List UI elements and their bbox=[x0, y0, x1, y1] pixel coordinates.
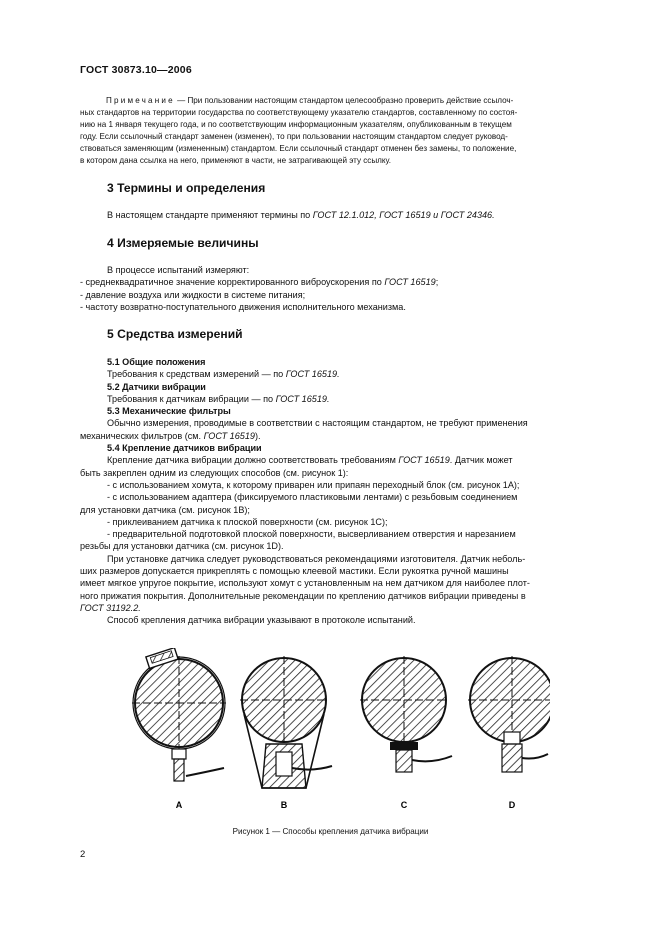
list-item: - приклеиванием датчика к плоской поверхности (см. рисунок 1С); bbox=[107, 516, 388, 527]
section-3-refs: ГОСТ 12.1.012, ГОСТ 16519 и ГОСТ 24346. bbox=[312, 210, 495, 220]
figure-label-d: D bbox=[508, 800, 516, 810]
note-line: ных стандартов на территории государства по соответствующему указателю стандартов, составленному по состоя- bbox=[80, 107, 518, 117]
sensor-mount-b bbox=[240, 656, 332, 788]
list-item: - частоту возвратно-поступательного движения исполнительного механизма. bbox=[80, 301, 406, 312]
section-4-body bbox=[80, 264, 613, 313]
figure-label-b: B bbox=[280, 800, 288, 810]
section-4-title: 4 Измеряемые величины bbox=[107, 236, 259, 250]
note-label: Примечание bbox=[106, 96, 175, 105]
subsection-5-1-title: 5.1 Общие положения bbox=[107, 357, 206, 367]
subsection-5-2-title: 5.2 Датчики вибрации bbox=[107, 381, 206, 392]
figure-1-illustration bbox=[120, 648, 550, 818]
section-3-text: В настоящем стандарте применяют термины по bbox=[107, 210, 311, 220]
document-header: ГОСТ 30873.10—2006 bbox=[80, 64, 192, 76]
section-5-title: 5 Средства измерений bbox=[107, 327, 243, 341]
figure-label-a: A bbox=[175, 800, 183, 810]
sensor-mount-a bbox=[132, 648, 226, 781]
section-3-title: 3 Термины и определения bbox=[107, 181, 266, 195]
list-item: - с использованием адаптера (фиксируемого пластиковыми лентами) с резьбовым соединением bbox=[107, 492, 518, 503]
note-line: году. Если ссылочный стандарт заменен (изменен), то при пользовании настоящим стандартом следует руковод- bbox=[80, 131, 508, 141]
subsection-5-4-title: 5.4 Крепление датчиков вибрации bbox=[107, 443, 262, 454]
sensor-mount-c bbox=[360, 656, 452, 772]
subsection-5-3-title: 5.3 Механические фильтры bbox=[107, 406, 231, 417]
note-block bbox=[80, 95, 613, 166]
sensor-mount-d bbox=[468, 656, 550, 772]
section-3-body bbox=[80, 209, 613, 221]
list-item: - давление воздуха или жидкости в системе питания; bbox=[80, 289, 306, 300]
list-item: - предварительной подготовкой плоской поверхности, высверливанием отверстия и нарезанием bbox=[107, 529, 516, 540]
figure-caption: Рисунок 1 — Способы крепления датчика вибрации bbox=[232, 827, 429, 836]
note-line: нию на 1 января текущего года, и по соответствующим информационным указателям, опубликованным в текущем bbox=[80, 119, 512, 129]
note-line: в котором дана ссылка на него, применяют в части, не затрагивающей эту ссылку. bbox=[80, 155, 392, 165]
section-4-intro: В процессе испытаний измеряют: bbox=[107, 265, 250, 275]
note-line: ствоваться заменяющим (измененным) стандартом. Если ссылочный стандарт отменен без замены, то положение, bbox=[80, 143, 517, 153]
page-number: 2 bbox=[80, 849, 86, 860]
list-item: - среднеквадратичное значение корректированного виброускорения по ГОСТ 16519; bbox=[80, 277, 439, 288]
list-item: - с использованием хомута, к которому приварен или припаян переходный блок (см. рисунок 1А); bbox=[107, 479, 520, 490]
figure-label-c: C bbox=[400, 800, 408, 810]
note-line: — При пользовании настоящим стандартом целесообразно проверить действие ссылоч- bbox=[177, 96, 514, 105]
section-5-body: 5.1 Общие положения Требования к средствам измерений — по ГОСТ 16519. 5.2 Датчики вибрации Требования к датчикам вибрации — по ГОСТ 16519. 5.3 Механические фильтры Обычно измерения, проводимые в соответствии с настоящим стандартом, не требуют применения механических фильтров (см. ГОСТ 16519). 5.4 Крепление датчиков вибрации Крепление датчика вибрации должно соответствовать требованиям ГОСТ 16519. Датчик может быть закреплен одним из следующих способов (см. рисунок 1): - с использованием хомута, к которому приварен или припаян переходный блок (см. рисунок 1А); - с использованием адаптера (фиксируемого пластиковыми лентами) с резьбовым соединением для установки датчика (см. рисунок 1В); - приклеиванием датчика к плоской поверхности (см. рисунок 1С); - предварительной подготовкой плоской поверхности, высверливанием отверстия и нарезанием резьбы для установки датчика (см. рисунок 1D). При установке датчика следует руководствоваться рекомендациями изготовителя. Датчик неболь- ших размеров допускается прикреплять с помощью клеевой мастики. Если рукоятка ручной машины имеет мягкое упругое покрытие, используют хомут с установленным на нем датчиком для наиболее плот- ного прижатия покрытия. Дополнительные рекомендации по креплению датчиков вибрации приведены в ГОСТ 31192.2. Способ крепления датчика вибрации указывают в протоколе испытаний. bbox=[80, 356, 613, 627]
